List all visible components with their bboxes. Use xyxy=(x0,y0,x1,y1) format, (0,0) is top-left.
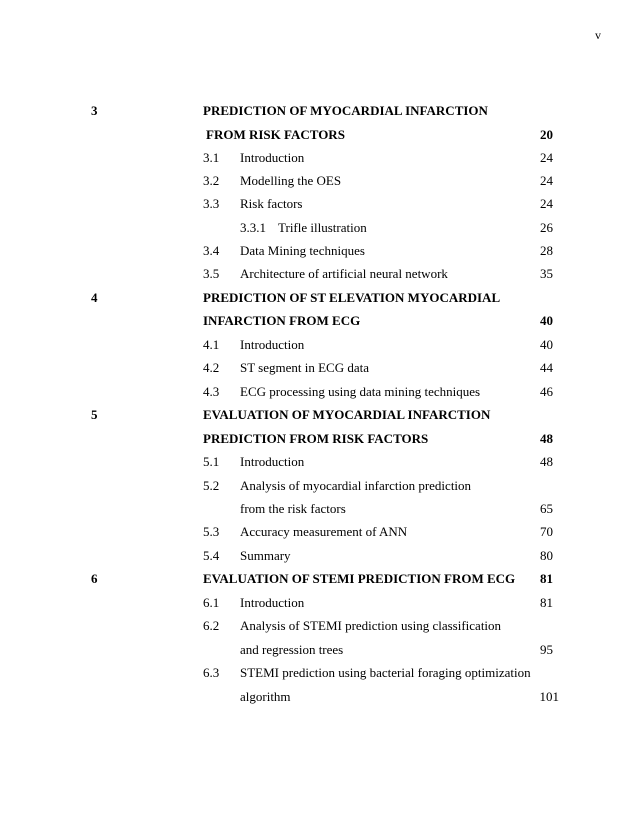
section-3-4-title: Data Mining techniques xyxy=(240,243,365,258)
section-3-1-page: 24 xyxy=(540,150,553,165)
section-3-1-number: 3.1 xyxy=(203,150,220,165)
section-3-2-title: Modelling the OES xyxy=(240,173,342,188)
section-3-2-number: 3.2 xyxy=(203,173,220,188)
section-3-3-1-page: 26 xyxy=(540,220,553,235)
section-4-3-page: 46 xyxy=(540,384,553,399)
chapter-3-page: 20 xyxy=(540,127,553,142)
section-5-4-page: 80 xyxy=(540,548,553,563)
section-6-3-title-line1: STEMI prediction using bacterial foraging optimization xyxy=(240,665,531,680)
section-6-2-page: 95 xyxy=(540,642,553,657)
section-3-3-page: 24 xyxy=(540,196,553,211)
section-5-4-number: 5.4 xyxy=(203,548,220,563)
section-3-3-1-title: Trifle illustration xyxy=(278,220,367,235)
chapter-6-title-line1: EVALUATION OF STEMI PREDICTION FROM ECG xyxy=(203,571,516,586)
section-3-5-page: 35 xyxy=(540,266,553,281)
section-6-2-title-line2: and regression trees xyxy=(240,642,344,657)
section-3-3-title: Risk factors xyxy=(240,196,303,211)
chapter-3-title-line1: PREDICTION OF MYOCARDIAL INFARCTION xyxy=(203,103,488,118)
section-6-3-title-line2: algorithm xyxy=(240,689,291,704)
section-4-3-number: 4.3 xyxy=(203,384,220,399)
section-5-2-number: 5.2 xyxy=(203,478,220,493)
section-4-1-title: Introduction xyxy=(240,337,305,352)
chapter-3-title-line2: FROM RISK FACTORS xyxy=(206,127,345,142)
section-3-4-number: 3.4 xyxy=(203,243,220,258)
chapter-5-title-line2: PREDICTION FROM RISK FACTORS xyxy=(203,431,429,446)
section-5-3-number: 5.3 xyxy=(203,524,220,539)
section-3-3-1-number: 3.3.1 xyxy=(240,220,266,235)
chapter-5-number: 5 xyxy=(91,407,98,422)
section-3-5-number: 3.5 xyxy=(203,266,220,281)
chapter-5-title-line1: EVALUATION OF MYOCARDIAL INFARCTION xyxy=(203,407,491,422)
section-5-2-title-line1: Analysis of myocardial infarction prediction xyxy=(240,478,472,493)
section-4-1-page: 40 xyxy=(540,337,553,352)
section-6-3-page: 101 xyxy=(539,689,559,704)
chapter-3-number: 3 xyxy=(91,103,98,118)
section-5-1-title: Introduction xyxy=(240,454,305,469)
section-3-5-title: Architecture of artificial neural network xyxy=(240,266,448,281)
section-5-1-number: 5.1 xyxy=(203,454,220,469)
chapter-4-page: 40 xyxy=(540,313,553,328)
section-5-3-page: 70 xyxy=(540,524,553,539)
section-4-2-title: ST segment in ECG data xyxy=(240,360,370,375)
section-5-4-title: Summary xyxy=(240,548,291,563)
section-6-2-number: 6.2 xyxy=(203,618,220,633)
section-5-2-page: 65 xyxy=(540,501,553,516)
section-6-1-page: 81 xyxy=(540,595,553,610)
section-6-3-number: 6.3 xyxy=(203,665,220,680)
section-6-1-number: 6.1 xyxy=(203,595,220,610)
section-5-2-title-line2: from the risk factors xyxy=(240,501,346,516)
section-4-2-number: 4.2 xyxy=(203,360,220,375)
page-number: v xyxy=(595,28,601,42)
chapter-6-page: 81 xyxy=(540,571,553,586)
section-3-3-number: 3.3 xyxy=(203,196,220,211)
section-4-3-title: ECG processing using data mining techniques xyxy=(240,384,481,399)
section-6-1-title: Introduction xyxy=(240,595,305,610)
chapter-6-number: 6 xyxy=(91,571,98,586)
chapter-5-page: 48 xyxy=(540,431,553,446)
chapter-4-title-line1: PREDICTION OF ST ELEVATION MYOCARDIAL xyxy=(203,290,501,305)
section-3-4-page: 28 xyxy=(540,243,553,258)
section-5-3-title: Accuracy measurement of ANN xyxy=(240,524,408,539)
section-3-1-title: Introduction xyxy=(240,150,305,165)
section-5-1-page: 48 xyxy=(540,454,553,469)
section-4-2-page: 44 xyxy=(540,360,553,375)
section-3-2-page: 24 xyxy=(540,173,553,188)
chapter-4-title-line2: INFARCTION FROM ECG xyxy=(203,313,361,328)
chapter-4-number: 4 xyxy=(91,290,98,305)
section-4-1-number: 4.1 xyxy=(203,337,220,352)
section-6-2-title-line1: Analysis of STEMI prediction using classification xyxy=(240,618,502,633)
